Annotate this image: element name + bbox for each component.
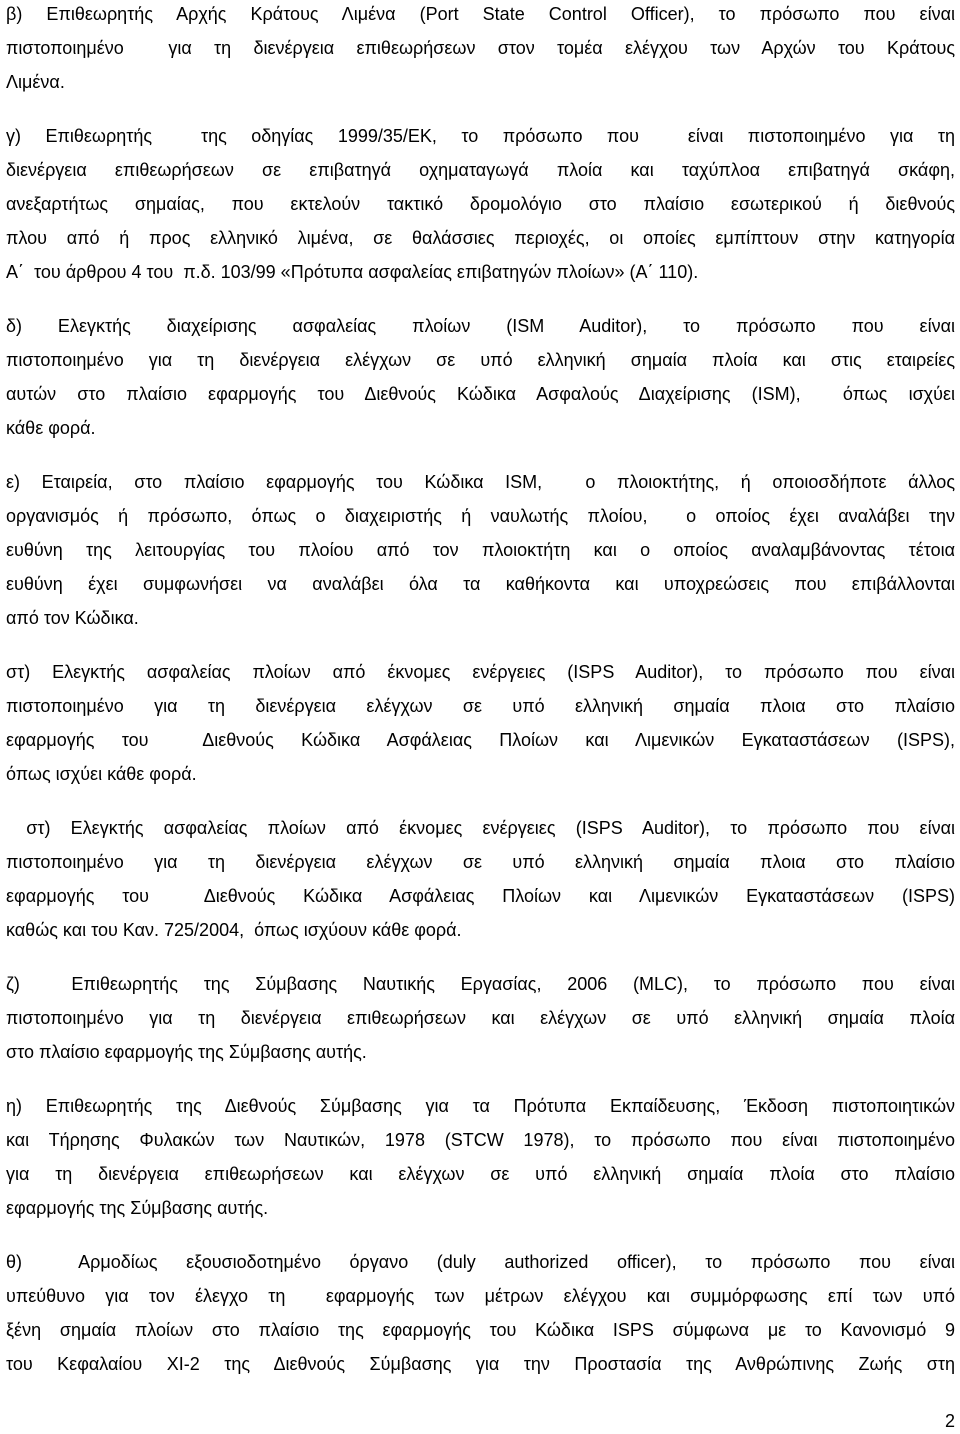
definition-paragraph-st-second: [6, 811, 955, 947]
paragraph-line: διενέργεια επιθεωρήσεων σε επιβατηγά οχηματαγωγά πλοία και ταχύπλοα επιβατηγά σκάφη,: [6, 160, 955, 180]
paragraph-line: οργανισμός ή πρόσωπο, όπως ο διαχειριστής ή ναυλωτής πλοίου, ο οποίος έχει αναλάβει την: [6, 506, 955, 526]
paragraph-line: πλου από ή προς ελληνικό λιμένα, σε θαλάσσιες περιοχές, οι οποίες εμπίπτουν στην κατηγορία: [6, 228, 955, 248]
paragraph-line: υπεύθυνο για τον έλεγχο τη εφαρμογής των μέτρων ελέγχου και συμμόρφωσης επί των υπό: [6, 1286, 955, 1306]
paragraph-line: πιστοποιημένο για τη διενέργεια επιθεωρήσεων στον τομέα ελέγχου των Αρχών του Κράτους: [6, 38, 955, 58]
paragraph-line: πιστοποιημένο για τη διενέργεια ελέγχων σε υπό ελληνική σημαία πλοία και στις εταιρείες: [6, 350, 955, 370]
paragraph-line: ευθύνη της λειτουργίας του πλοίου από τον πλοιοκτήτη και ο οποίος αναλαμβάνοντας τέτοια: [6, 540, 955, 560]
definition-paragraph-theta: [6, 1245, 955, 1381]
definition-paragraph-epsilon: [6, 465, 955, 635]
paragraph-line: πιστοποιημένο για τη διενέργεια ελέγχων σε υπό ελληνική σημαία πλοια στο πλαίσιο: [6, 852, 955, 872]
paragraph-line: στο πλαίσιο εφαρμογής της Σύμβασης αυτής.: [6, 1042, 367, 1062]
paragraph-line: του Κεφαλαίου XI-2 της Διεθνούς Σύμβασης για την Προστασία της Ανθρώπινης Ζωής στη: [6, 1354, 955, 1374]
paragraph-line: και Τήρησης Φυλακών των Ναυτικών, 1978 (STCW 1978), το πρόσωπο που είναι πιστοποιημένο: [6, 1130, 955, 1150]
definition-paragraph-st-first: [6, 655, 955, 791]
paragraph-line: ξένη σημαία πλοίων στο πλαίσιο της εφαρμογής του Κώδικα ISPS σύμφωνα με το Κανονισμό 9: [6, 1320, 955, 1340]
definition-paragraph-eta: [6, 1089, 955, 1225]
paragraph-line: καθώς και του Καν. 725/2004, όπως ισχύουν κάθε φορά.: [6, 920, 462, 940]
paragraph-line: θ) Αρμοδίως εξουσιοδοτημένο όργανο (duly authorized officer), το πρόσωπο που είναι: [6, 1252, 955, 1272]
paragraph-line: όπως ισχύει κάθε φορά.: [6, 764, 197, 784]
definition-paragraph-zeta: [6, 967, 955, 1069]
paragraph-line: δ) Ελεγκτής διαχείρισης ασφαλείας πλοίων (ISM Auditor), το πρόσωπο που είναι: [6, 316, 955, 336]
paragraph-line: ανεξαρτήτως σημαίας, που εκτελούν τακτικό δρομολόγιο στο πλαίσιο εσωτερικού ή διεθνούς: [6, 194, 955, 214]
paragraph-line: ζ) Επιθεωρητής της Σύμβασης Ναυτικής Εργασίας, 2006 (MLC), το πρόσωπο που είναι: [6, 974, 955, 994]
paragraph-line: πιστοποιημένο για τη διενέργεια επιθεωρήσεων και ελέγχων σε υπό ελληνική σημαία πλοία: [6, 1008, 955, 1028]
document-body: [6, 0, 955, 1401]
paragraph-line: πιστοποιημένο για τη διενέργεια ελέγχων σε υπό ελληνική σημαία πλοια στο πλαίσιο: [6, 696, 955, 716]
paragraph-line: εφαρμογής του Διεθνούς Κώδικα Ασφάλειας Πλοίων και Λιμενικών Εγκαταστάσεων (ISPS): [6, 886, 955, 906]
paragraph-line: από τον Κώδικα.: [6, 608, 139, 628]
paragraph-line: κάθε φορά.: [6, 418, 96, 438]
paragraph-line: εφαρμογής του Διεθνούς Κώδικα Ασφάλειας Πλοίων και Λιμενικών Εγκαταστάσεων (ISPS),: [6, 730, 955, 750]
definition-paragraph-gamma: [6, 119, 955, 289]
definition-paragraph-delta: [6, 309, 955, 445]
paragraph-line: στ) Ελεγκτής ασφαλείας πλοίων από έκνομες ενέργειες (ISPS Auditor), το πρόσωπο που είναι: [6, 818, 955, 838]
paragraph-line: Λιμένα.: [6, 72, 65, 92]
paragraph-line: γ) Επιθεωρητής της οδηγίας 1999/35/ΕΚ, το πρόσωπο που είναι πιστοποιημένο για τη: [6, 126, 955, 146]
paragraph-line: εφαρμογής της Σύμβασης αυτής.: [6, 1198, 269, 1218]
paragraph-line: ε) Εταιρεία, στο πλαίσιο εφαρμογής του Κώδικα ISM, ο πλοιοκτήτης, ή οποιοσδήποτε άλλος: [6, 472, 955, 492]
paragraph-line: για τη διενέργεια επιθεωρήσεων και ελέγχων σε υπό ελληνική σημαία πλοία στο πλαίσιο: [6, 1164, 955, 1184]
paragraph-line: β) Επιθεωρητής Αρχής Κράτους Λιμένα (Port State Control Officer), το πρόσωπο που είναι: [6, 4, 955, 24]
paragraph-line: η) Επιθεωρητής της Διεθνούς Σύμβασης για τα Πρότυπα Εκπαίδευσης, Έκδοση πιστοποιητικών: [6, 1096, 955, 1116]
paragraph-line: ευθύνη έχει συμφωνήσει να αναλάβει όλα τα καθήκοντα και υποχρεώσεις που επιβάλλονται: [6, 574, 955, 594]
paragraph-line: Α΄ του άρθρου 4 του π.δ. 103/99 «Πρότυπα ασφαλείας επιβατηγών πλοίων» (Α΄ 110).: [6, 262, 699, 282]
paragraph-line: στ) Ελεγκτής ασφαλείας πλοίων από έκνομες ενέργειες (ISPS Auditor), το πρόσωπο που είναι: [6, 662, 955, 682]
page-number: 2: [944, 1411, 955, 1431]
paragraph-line: αυτών στο πλαίσιο εφαρμογής του Διεθνούς Κώδικα Ασφαλούς Διαχείρισης (ISM), όπως ισχύει: [6, 384, 955, 404]
definition-paragraph-beta: [6, 0, 955, 99]
